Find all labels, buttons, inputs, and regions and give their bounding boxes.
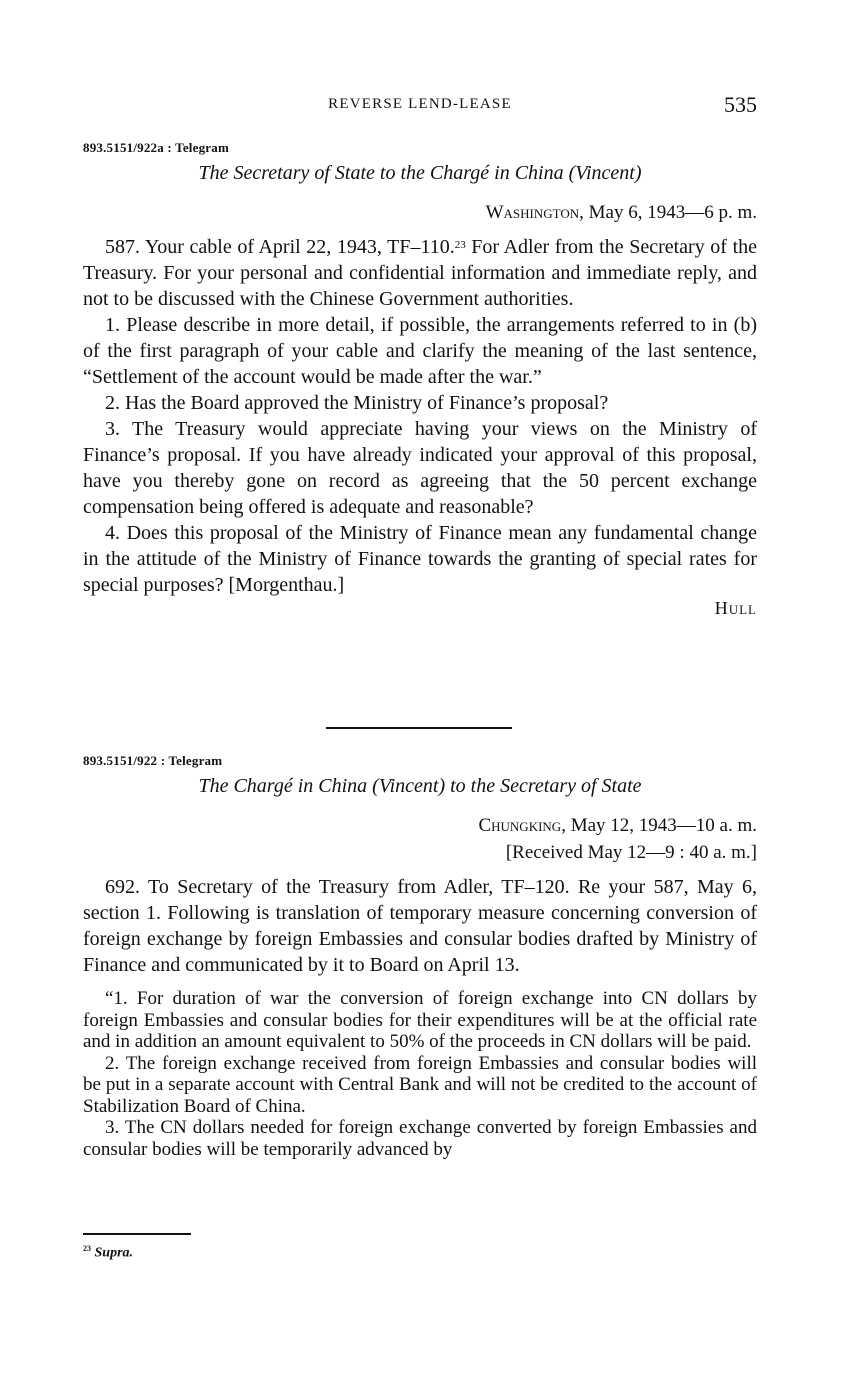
paragraph: 3. The Treasury would appreciate having your views on the Ministry of Finance’s proposal. If you have already indicated your approval of this proposal, have you thereby gone on record as agreeing that the 50 percent exchange compensation being offered is adequate and reasonable? xyxy=(83,418,757,518)
paragraph: 4. Does this proposal of the Ministry of Finance mean any fundamental change in the attitude of the Ministry of Finance towards the granting of special rates for special purposes? [Morgenthau.] xyxy=(83,522,757,596)
running-title: REVERSE LEND-LEASE xyxy=(328,96,512,112)
dateline-date: , May 12, 1943—10 a. m. xyxy=(561,815,757,836)
paragraph: 587. Your cable of April 22, 1943, TF–110.23 For Adler from the Secretary of the Treasury. For your personal and confidential information and immediate reply, and not to be discussed with the Chinese Government authorities. xyxy=(83,236,757,310)
footnote-marker: 23 xyxy=(454,239,466,251)
footnote-text: Supra. xyxy=(94,1245,134,1261)
paragraph: 2. Has the Board approved the Ministry of Finance’s proposal? xyxy=(105,392,609,414)
quoted-paragraph: 2. The foreign exchange received from foreign Embassies and consular bodies will be put in a separate account with Central Bank and will not be credited to the account of Stabilization Board of China. xyxy=(83,1052,757,1117)
page-number: 535 xyxy=(724,92,757,117)
dateline-date: , May 6, 1943—6 p. m. xyxy=(579,202,757,223)
dateline-place: Chungking xyxy=(478,815,562,836)
dateline xyxy=(83,812,757,839)
telegram-2 xyxy=(83,753,757,1160)
footnote xyxy=(83,1244,133,1262)
section-divider xyxy=(326,727,512,729)
file-reference: 893.5151/922a : Telegram xyxy=(83,140,229,155)
quoted-paragraph: 3. The CN dollars needed for foreign exchange converted by foreign Embassies and consular bodies will be temporarily advanced by xyxy=(83,1117,757,1160)
received-line: [Received May 12—9 : 40 a. m.] xyxy=(505,842,757,863)
quoted-paragraph: “1. For duration of war the conversion of foreign exchange into CN dollars by foreign Embassies and consular bodies for their expenditures will be at the official rate and in addition an amount equivalent to 50% of the proceeds in CN dollars will be paid. xyxy=(83,988,757,1052)
telegram-heading: The Chargé in China (Vincent) to the Secretary of State xyxy=(198,775,642,797)
telegram-1 xyxy=(83,140,757,619)
dateline-place: Washington xyxy=(485,202,580,223)
running-head xyxy=(83,92,757,122)
dateline xyxy=(83,199,757,226)
footnote-number: 23 xyxy=(83,1244,91,1253)
signature: Hull xyxy=(714,598,757,618)
telegram-heading: The Secretary of State to the Chargé in China (Vincent) xyxy=(198,162,642,184)
paragraph: 692. To Secretary of the Treasury from Adler, TF–120. Re your 587, May 6, section 1. Following is translation of temporary measure concerning conversion of foreign exchange by foreign Embassies and consular bodies drafted by Ministry of Finance and communicated by it to Board on April 13. xyxy=(83,876,757,976)
footnote-rule xyxy=(83,1233,191,1235)
file-reference: 893.5151/922 : Telegram xyxy=(83,753,223,768)
paragraph: 1. Please describe in more detail, if possible, the arrangements referred to in (b) of the first paragraph of your cable and clarify the meaning of the last sentence, “Settlement of the account would be made after the war.” xyxy=(83,314,757,388)
